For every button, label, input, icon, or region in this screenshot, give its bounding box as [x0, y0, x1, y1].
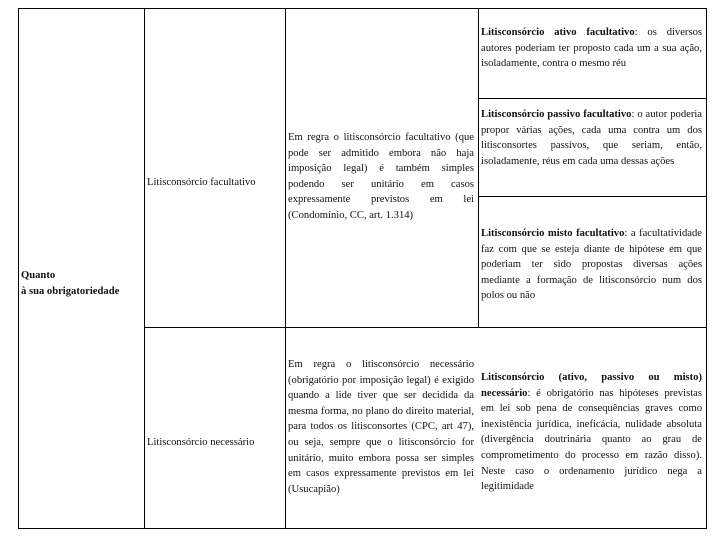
- column-divider-2: [285, 8, 286, 529]
- necessario-text: : é obrigatório nas hipóteses previstas em lei sob pena de consequências graves como inexistência jurídica, ineficácia, nulidade absoluta (divergência doutrinária quanto ao grau de comprometimento do processo em razão disso). Neste caso o ordenamento jurídico nega a legitimidade: [481, 387, 702, 493]
- category-line-1: Quanto: [21, 270, 56, 281]
- table-border-top: [18, 8, 707, 9]
- necessario-term: Litisconsórcio (ativo, passivo ou misto) necessário: [481, 372, 702, 399]
- category-line-2: à sua obrigatoriedade: [21, 285, 120, 297]
- table-border-bottom: [18, 528, 707, 529]
- column-divider-1: [144, 8, 145, 529]
- table-border-right: [706, 8, 707, 529]
- misto-facultativo-detail: [481, 226, 702, 304]
- row-divider-ativo: [478, 98, 707, 99]
- necessario-detail: [481, 370, 702, 495]
- table-border-left: [18, 8, 19, 529]
- facultativo-title: Litisconsórcio facultativo: [147, 177, 256, 188]
- row-divider-passivo: [478, 196, 707, 197]
- passivo-facultativo-detail: [481, 107, 702, 169]
- misto-facultativo-term: Litisconsórcio misto facultativo: [481, 228, 625, 239]
- misto-facultativo-text: : a facultatividade faz com que se esteja diante de hipótese em que poderiam ter sido propostas diversas ações mediante a formação de litisconsórcio num dos polos ou não: [481, 228, 702, 302]
- category-label: [21, 268, 143, 299]
- ativo-facultativo-detail: [481, 25, 702, 72]
- ativo-facultativo-term: Litisconsórcio ativo facultativo: [481, 27, 635, 38]
- necessario-description: Em regra o litisconsórcio necessário (obrigatório por imposição legal) é exigido quando a lide tiver que ser decidida da mesma forma, no plano do direito material, para todos os litisconsortes (CPC, art 47), ou seja, sempre que o litisconsórcio for unitário, muito embora possa ser simples em casos expressamente previstos em lei (Usucapião): [288, 359, 474, 495]
- necessario-title: Litisconsórcio necessário: [147, 437, 255, 448]
- facultativo-description: Em regra o litisconsórcio facultativo (que pode ser admitido embora não haja imposição legal) é também simples podendo ser unitário em casos expressamente previstos em lei (Condomínio, CC, art. 1.314): [288, 132, 474, 221]
- passivo-facultativo-text: : o autor poderia propor várias ações, cada uma contra um dos litisconsortes passivos, que seriam, então, isoladamente, réus em cada uma dessas ações: [481, 109, 703, 167]
- column-divider-3: [478, 8, 479, 328]
- passivo-facultativo-term: Litisconsórcio passivo facultativo: [481, 109, 632, 120]
- ativo-facultativo-text: : os diversos autores poderiam ter proposto cada um a sua ação, isoladamente, contra o mesmo réu: [481, 27, 702, 70]
- row-divider-main: [144, 327, 707, 328]
